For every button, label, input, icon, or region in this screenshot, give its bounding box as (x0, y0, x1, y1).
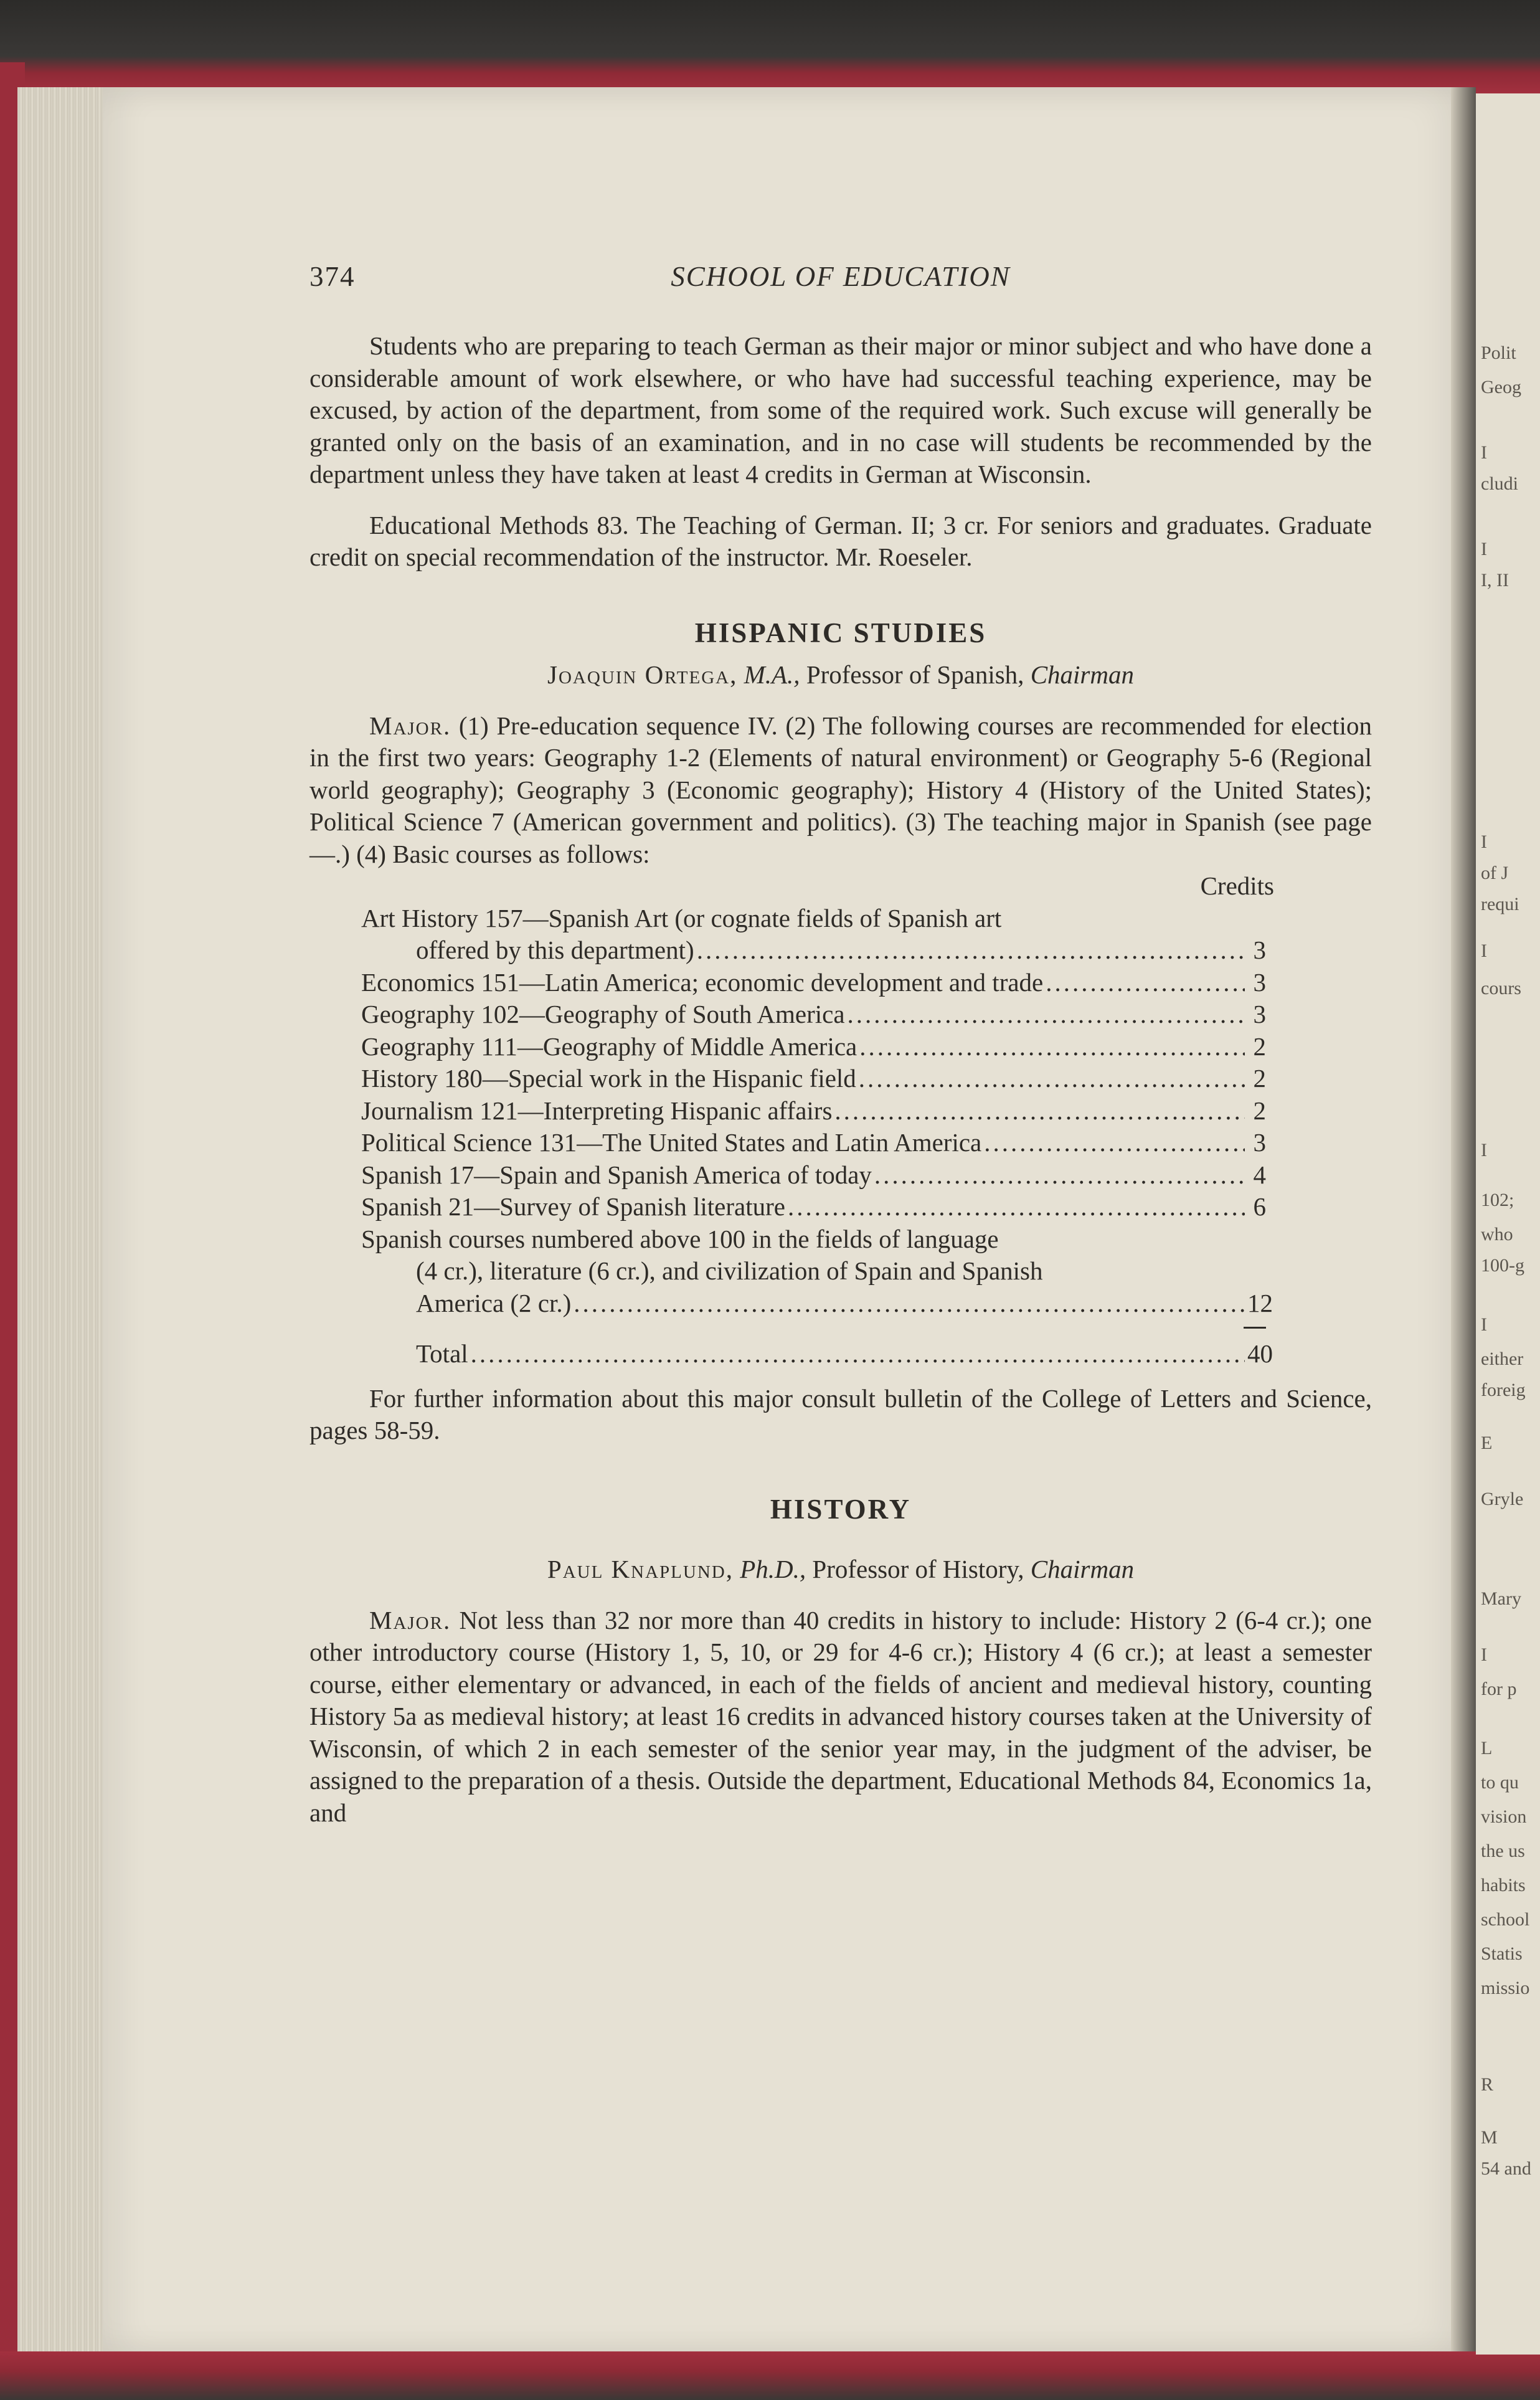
hispanic-chair-line (309, 659, 1372, 691)
facing-fragment: Mary (1481, 1588, 1521, 1609)
course-title: Journalism 121—Interpreting Hispanic affairs (361, 1096, 833, 1125)
course-credits: 2 (1253, 1032, 1266, 1061)
history-major-label: Major. (369, 1605, 451, 1634)
facing-fragment: 102; (1481, 1190, 1514, 1210)
history-chair-role: Professor of History, (812, 1555, 1024, 1583)
page-body (309, 249, 1372, 1829)
book-binding-bottom (0, 2351, 1540, 2400)
facing-fragment: I (1481, 1140, 1487, 1160)
hispanic-chair-degree: M.A., (744, 660, 800, 689)
course-row (361, 967, 1266, 999)
facing-fragment: foreig (1481, 1380, 1526, 1400)
facing-fragment: I (1481, 832, 1487, 852)
course-title: Spanish 17—Spain and Spanish America of today (361, 1160, 872, 1189)
history-chair-line (309, 1553, 1372, 1586)
facing-fragment: Polit (1481, 343, 1516, 363)
facing-fragment: missio (1481, 1978, 1530, 1998)
page-stack-edges (17, 87, 111, 2355)
course-row (361, 1159, 1266, 1192)
course-credits: 2 (1253, 1096, 1266, 1125)
credits-column-header: Credits (1200, 871, 1274, 900)
facing-fragment: I (1481, 442, 1487, 463)
course-title: History 180—Special work in the Hispanic field (361, 1064, 856, 1093)
course-credits: 4 (1253, 1160, 1266, 1189)
course-title: Spanish 21—Survey of Spanish literature (361, 1192, 785, 1221)
leader-dots (834, 1095, 1245, 1127)
leader-dots (697, 934, 1245, 967)
leader-dots (859, 1031, 1245, 1063)
facing-fragment: school (1481, 1909, 1530, 1930)
course-row (361, 1063, 1266, 1095)
facing-fragment: L (1481, 1738, 1493, 1758)
book-gutter (1451, 87, 1476, 2355)
facing-fragment: who (1481, 1224, 1513, 1245)
facing-fragment: for p (1481, 1679, 1517, 1699)
facing-fragment: cludi (1481, 473, 1518, 494)
facing-fragment: M (1481, 2127, 1498, 2148)
facing-fragment: I (1481, 1314, 1487, 1335)
history-major-text: Not less than 32 nor more than 40 credits in history to include: History 2 (6-4 cr.); one other introductory course (History 1, 5, 10, or 29 for 4-6 cr.); History 4 (6 cr.); at least a semester course, either elementary or advanced, in each of the fields of ancient and medieval history, counting History 5a as medieval history; at least 16 credits in advanced history courses taken at the University of Wisconsin, of which 2 in each semester of the senior year may, in the judgment of the adviser, be assigned to the preparation of a thesis. Outside the department, Educational Methods 84, Economics 1a, and (309, 1605, 1372, 1827)
leader-dots (574, 1288, 1245, 1320)
hispanic-major-text: (1) Pre-education sequence IV. (2) The following courses are recommended for election in the first two years: Geography 1-2 (Elements of natural environment) or Geography 5-6 (Regional world geography); Geography 3 (Economic geography); History 4 (History of the United States); Political Science 7 (American government and politics). (3) The teaching major in Spanish (see page—.) (4) Basic courses as follows: (309, 711, 1372, 868)
course-title: Political Science 131—The United States and Latin America (361, 1128, 982, 1157)
course-row (361, 1191, 1266, 1223)
running-title: SCHOOL OF EDUCATION (671, 261, 1011, 292)
facing-fragment: Statis (1481, 1943, 1523, 1964)
hispanic-chair-role: Professor of Spanish, (806, 660, 1024, 689)
facing-fragment: R (1481, 2074, 1494, 2095)
facing-fragment: I (1481, 539, 1487, 559)
total-rule (361, 1319, 1266, 1338)
total-table (361, 1338, 1273, 1370)
total-credits: 40 (1247, 1339, 1273, 1368)
total-row (361, 1338, 1273, 1370)
history-heading: HISTORY (770, 1493, 912, 1525)
course-title: Economics 151—Latin America; economic development and trade (361, 967, 1044, 997)
course-row (361, 998, 1266, 1031)
facing-fragment: habits (1481, 1875, 1526, 1895)
course-title-cont: (4 cr.), literature (6 cr.), and civilization of Spain and Spanish (416, 1256, 1043, 1285)
facing-fragment: E (1481, 1433, 1493, 1453)
history-major-paragraph (309, 1605, 1372, 1829)
german-paragraph: Students who are preparing to teach German as their major or minor subject and who have done a considerable amount of work elsewhere, or who have had successful teaching experience, may be excused, by action of the department, from some of the required work. Such excuse will generally be granted only on the basis of an examination, and in no case will students be recommended by the department unless they have taken at least 4 credits in German at Wisconsin. (309, 331, 1372, 488)
educational-methods-paragraph: Educational Methods 83. The Teaching of German. II; 3 cr. For seniors and graduates. Graduate credit on special recommendation of the instructor. Mr. Roeseler. (309, 510, 1372, 571)
book-binding-top (0, 0, 1540, 93)
history-chair-name: Paul Knaplund, (547, 1555, 734, 1583)
course-credits: 3 (1253, 1128, 1266, 1157)
hispanic-chair-title: Chairman (1030, 660, 1134, 689)
hispanic-chair-name: Joaquin Ortega, (547, 660, 738, 689)
course-row (361, 903, 1266, 967)
facing-fragment: Gryle (1481, 1489, 1524, 1509)
facing-fragment: requi (1481, 894, 1519, 914)
course-title-cont: America (2 cr.) (416, 1288, 572, 1317)
leader-dots (874, 1159, 1245, 1192)
facing-fragment: vision (1481, 1806, 1527, 1827)
course-credits: 3 (1253, 967, 1266, 997)
leader-dots (984, 1127, 1245, 1159)
total-label: Total (416, 1339, 468, 1368)
course-credits: 3 (1253, 936, 1266, 964)
course-row (361, 1031, 1266, 1063)
facing-fragment: cours (1481, 978, 1521, 998)
facing-page (1476, 93, 1540, 2355)
hispanic-major-paragraph (309, 710, 1372, 871)
further-information-paragraph: For further information about this major consult bulletin of the College of Letters and Science, pages 58-59. (309, 1383, 1372, 1444)
course-credits: 3 (1253, 1000, 1266, 1028)
facing-fragment: 100-g (1481, 1255, 1524, 1276)
course-title: Art History 157—Spanish Art (or cognate fields of Spanish art (361, 903, 1002, 932)
leader-dots (1046, 967, 1245, 999)
course-title: Geography 111—Geography of Middle America (361, 1032, 857, 1061)
facing-fragment: I, II (1481, 570, 1509, 591)
facing-fragment: the us (1481, 1841, 1525, 1861)
facing-fragment: I (1481, 941, 1487, 961)
course-row (361, 1223, 1273, 1320)
history-chair-degree: Ph.D., (740, 1555, 806, 1583)
course-title-cont: offered by this department) (416, 936, 694, 964)
page-number: 374 (309, 261, 356, 292)
leader-dots (859, 1063, 1245, 1095)
course-credits: 2 (1253, 1064, 1266, 1093)
leader-dots (788, 1191, 1245, 1223)
leader-dots (471, 1338, 1245, 1370)
facing-fragment: 54 and (1481, 2158, 1531, 2179)
course-title: Spanish courses numbered above 100 in the fields of language (361, 1224, 999, 1253)
facing-fragment: of J (1481, 863, 1509, 883)
course-credits: 12 (1247, 1288, 1273, 1317)
course-title: Geography 102—Geography of South America (361, 1000, 845, 1028)
facing-fragment: I (1481, 1644, 1487, 1665)
facing-fragment: Geog (1481, 377, 1521, 397)
facing-fragment: to qu (1481, 1772, 1519, 1793)
course-credits: 6 (1253, 1192, 1266, 1221)
hispanic-studies-heading: HISPANIC STUDIES (694, 617, 987, 648)
hispanic-major-label: Major. (369, 711, 451, 740)
history-chair-title: Chairman (1030, 1555, 1135, 1583)
leader-dots (848, 998, 1245, 1031)
facing-fragment: either (1481, 1349, 1524, 1369)
course-row (361, 1127, 1266, 1159)
hispanic-course-table (361, 903, 1273, 1320)
course-row (361, 1095, 1266, 1127)
